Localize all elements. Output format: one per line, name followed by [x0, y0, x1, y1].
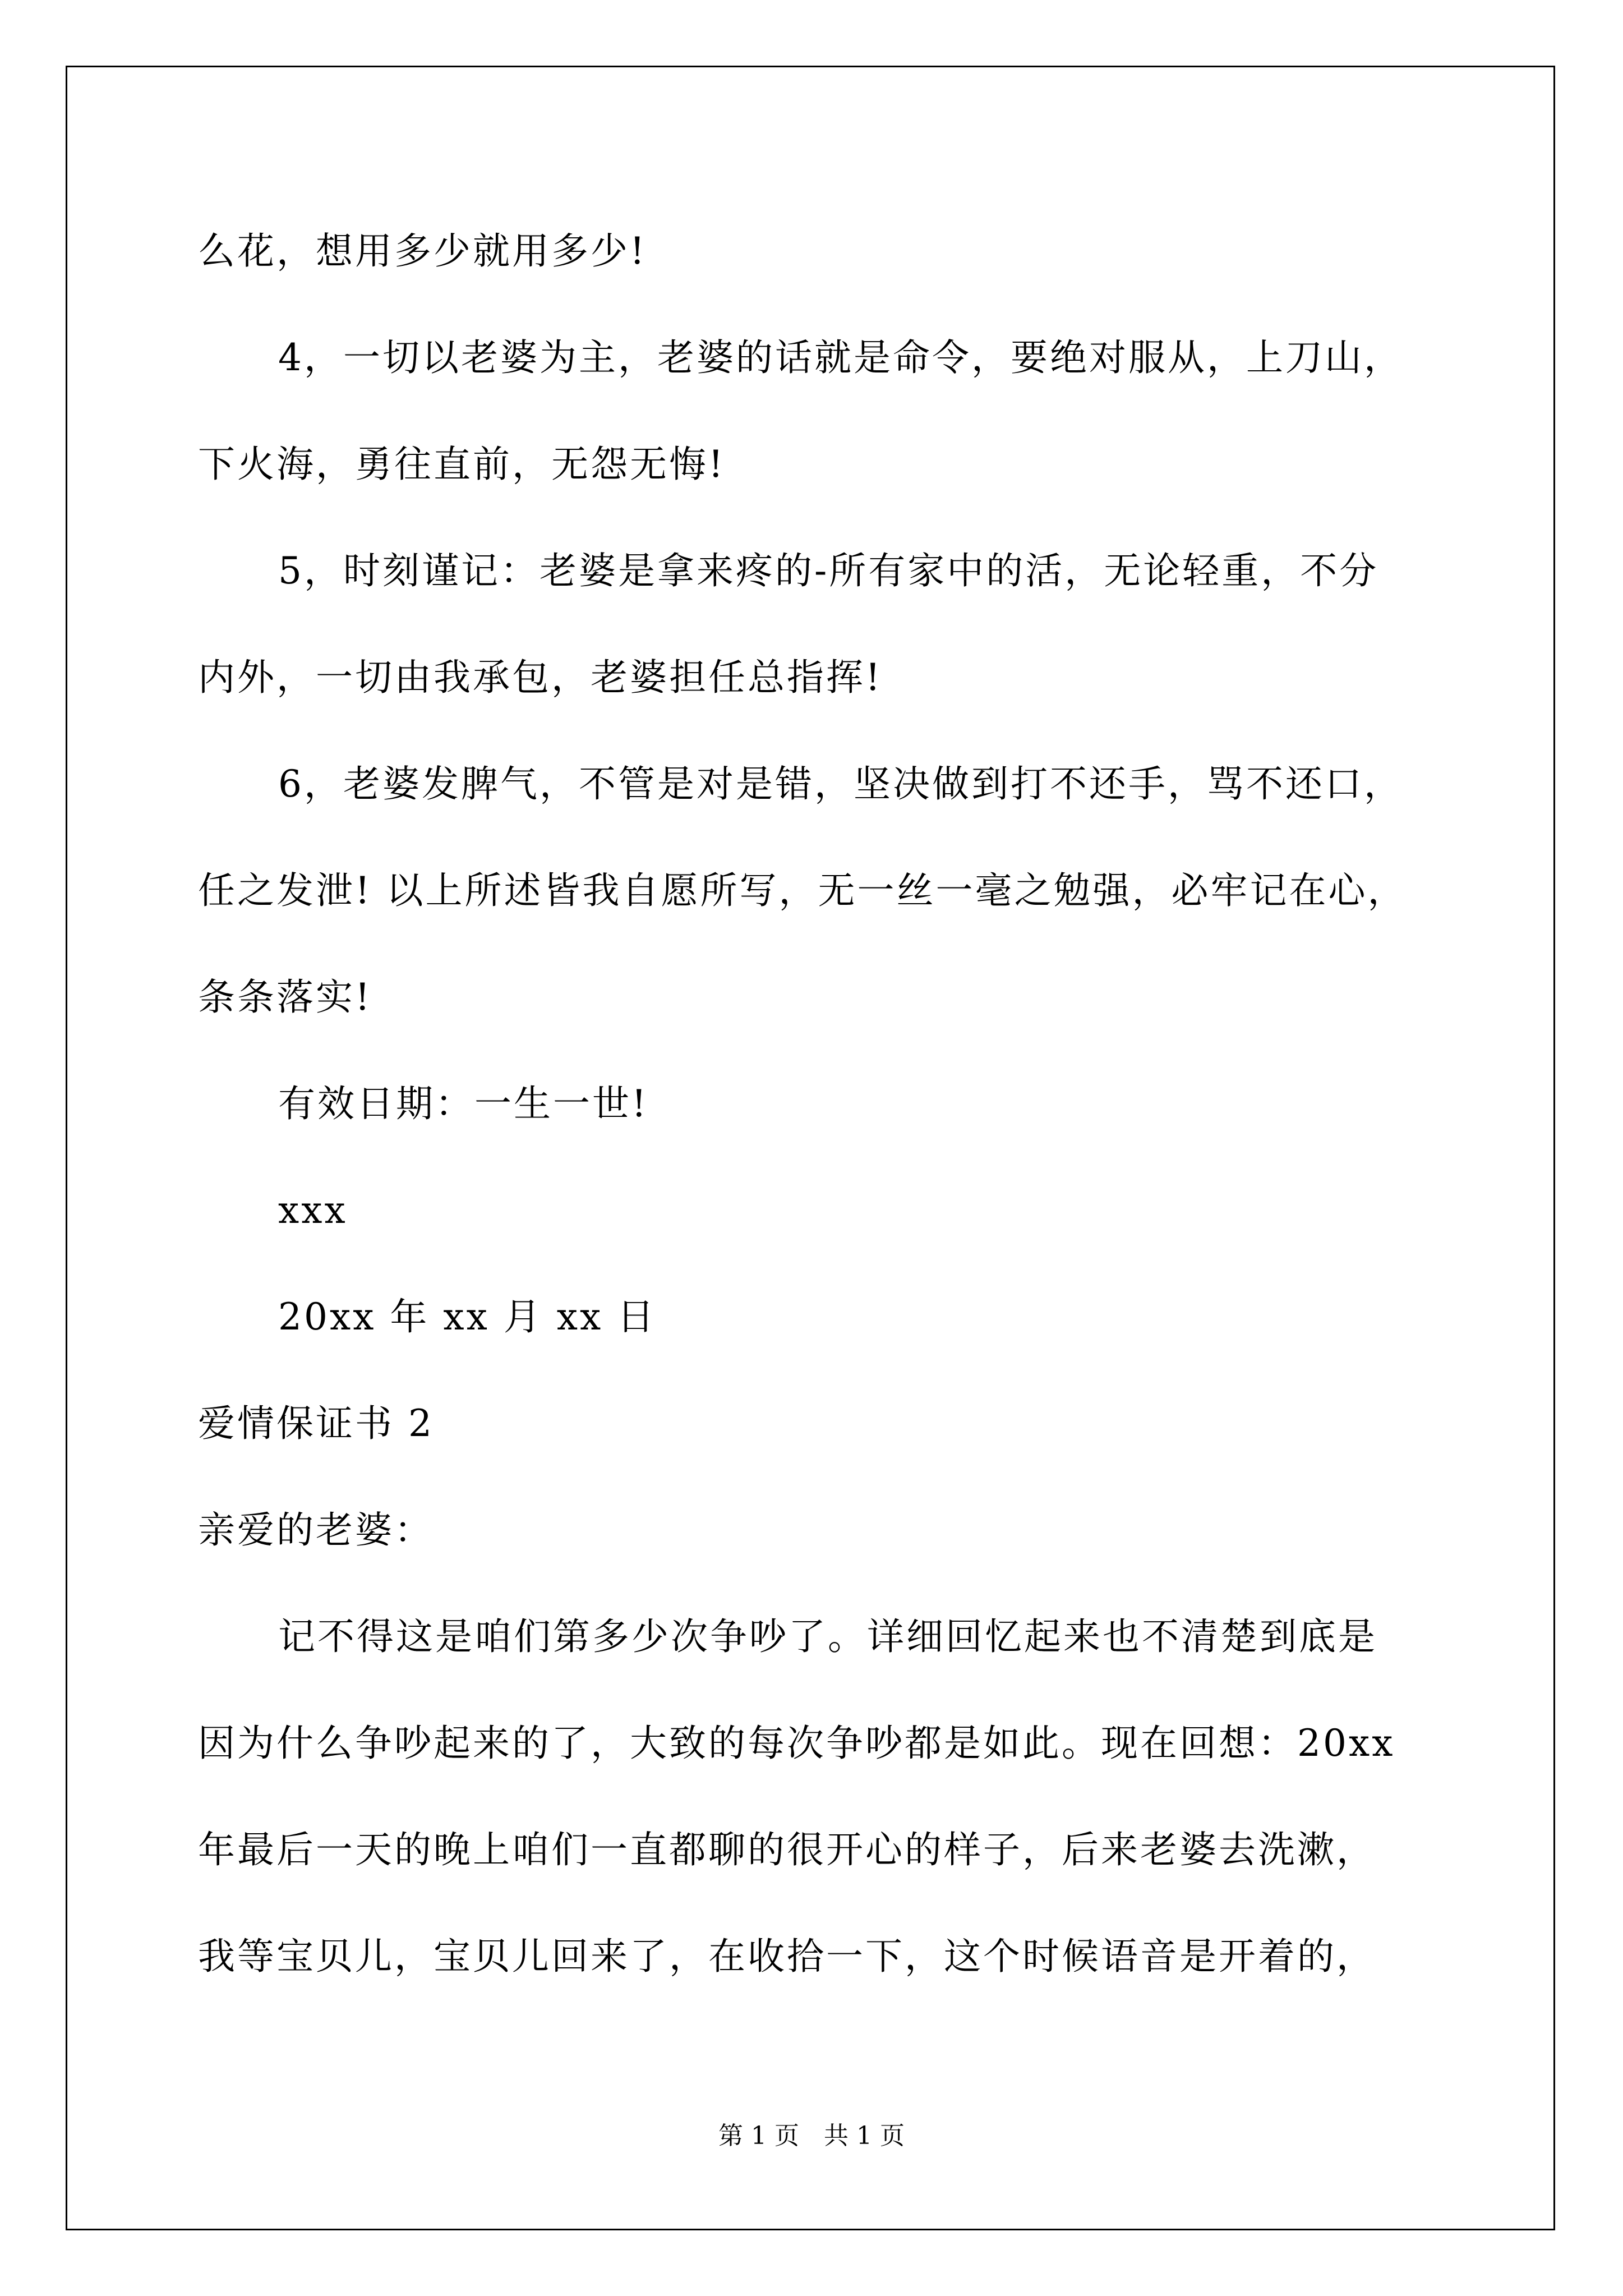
text-line: 6，老婆发脾气，不管是对是错，坚决做到打不还手，骂不还口， [278, 762, 1403, 806]
signature-name: xxx [278, 1189, 348, 1232]
text-line: 5，时刻谨记：老婆是拿来疼的-所有家中的活，无论轻重，不分 [278, 549, 1379, 592]
page-border [66, 66, 1555, 2230]
text-line: 下火海，勇往直前，无怨无悔! [198, 443, 726, 486]
salutation: 亲爱的老婆： [198, 1508, 434, 1552]
text-line: 有效日期：一生一世! [278, 1082, 649, 1125]
signature-date: 20xx 年 xx 月 xx 日 [278, 1295, 657, 1338]
text-line: 我等宝贝儿，宝贝儿回来了，在收拾一下，这个时候语音是开着的， [198, 1935, 1376, 1978]
text-line: 记不得这是咱们第多少次争吵了。详细回忆起来也不清楚到底是 [278, 1615, 1377, 1658]
text-line: 因为什么争吵起来的了，大致的每次争吵都是如此。现在回想：20xx [198, 1722, 1395, 1765]
text-line: 么花，想用多少就用多少! [198, 229, 647, 273]
text-line: 任之发泄! 以上所述皆我自愿所写，无一丝一毫之勉强，必牢记在心， [198, 869, 1407, 912]
page-footer: 第 1 页 共 1 页 [718, 2122, 905, 2150]
text-line: 内外，一切由我承包，老婆担任总指挥! [198, 656, 883, 699]
section-title: 爱情保证书 2 [198, 1402, 434, 1445]
text-line: 条条落实! [198, 976, 372, 1019]
text-line: 年最后一天的晚上咱们一直都聊的很开心的样子，后来老婆去洗漱， [198, 1828, 1376, 1871]
text-line: 4，一切以老婆为主，老婆的话就是命令，要绝对服从，上刀山， [278, 336, 1403, 379]
